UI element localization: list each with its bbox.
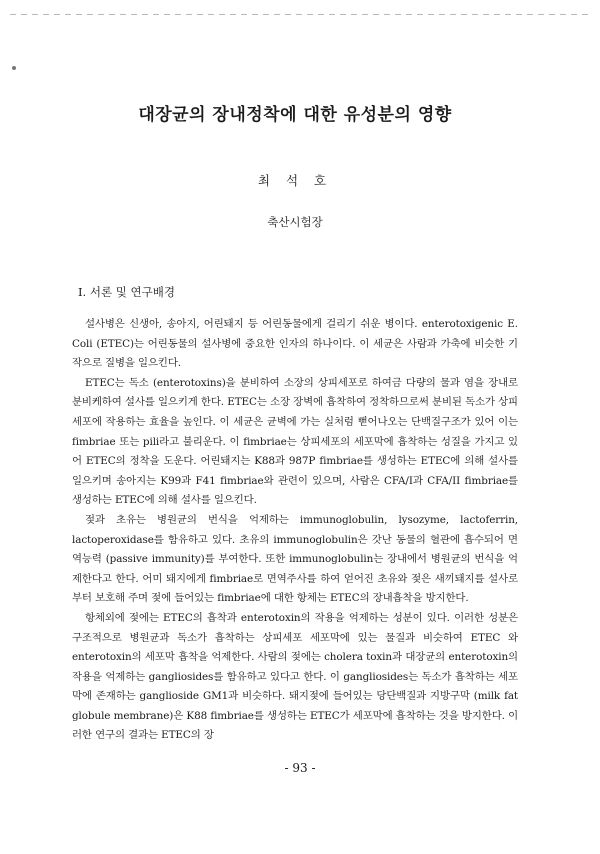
paragraph: 설사병은 신생아, 송아지, 어린돼지 등 어린동물에게 걸리기 쉬운 병이다. enterotoxigenic E. Coli (ETEC)는 어린동물의 설사병에 중요한 인자의 하나이다. 이 세균은 사람과 가축에 비슷한 기작으로 질병을 일으킨다. <box>72 318 518 370</box>
author-name: 최 석 호 <box>257 173 333 188</box>
author-affiliation: 축산시험장 <box>267 215 323 229</box>
paragraph: 젖과 초유는 병원균의 번식을 억제하는 immunoglobulin, lysozyme, lactoferrin, lactoperoxidase를 함유하고 있다. 초유의 immunoglobulin은 갓난 동물의 혈관에 흡수되어 면역능력 (passive immunity)를 부여한다. 또한 immunoglobulin는 장내에서 병원균의 번식을 억제한다고 한다. 어미 돼지에게 fimbriae로 면역주사를 하여 얻어진 초유와 젖은 새끼돼지를 설사로 부터 보호해 주며 젖에 들어있는 fimbriae에 대한 항체는 ETEC의 장내흡착을 방지한다. <box>72 513 518 605</box>
page-title: 대장균의 장내정착에 대한 유성분의 영향 <box>138 105 452 125</box>
paragraph: 항체외에 젖에는 ETEC의 흡착과 enterotoxin의 작용을 억제하는 성분이 있다. 이러한 성분은 구조적으로 병원균과 독소가 흡착하는 상피세포 세포막에 있는 물질과 비슷하여 ETEC 와 enterotoxin의 세포막 흡착을 억제한다. 사람의 젖에는 cholera toxin과 대장균의 enterotoxin의 작용을 억제하는 gangliosides를 함유하고 있다고 한다. 이 gangliosides는 독소가 흡착하는 세포막에 존재하는 ganglioside GM1과 비슷하다. 돼지젖에 들어있는 당단백질과 지방구막 (milk fat globule membrane)은 K88 fimbriae를 생성하는 ETEC가 세포막에 흡착하는 것을 방지한다. 이러한 연구의 결과는 ETEC의 장 <box>72 611 518 742</box>
paragraph: ETEC는 독소 (enterotoxins)을 분비하여 소장의 상피세포로 하여금 다량의 물과 염을 장내로 분비케하여 설사를 일으키게 한다. ETEC는 소장 장벽에 흡착하여 정착하므로써 분비된 독소가 상피세포에 작용하는 효율을 높인다. 이 세균은 균벽에 가는 실처럼 뻗어나오는 단백질구조가 있어 이는 fimbriae 또는 pili라고 불리운다. 이 fimbriae는 상피세포의 세포막에 흡착하는 성질을 가지고 있어 ETEC의 정착을 도운다. 어린돼지는 K88과 987P fimbriae를 생성하는 ETEC에 의해 설사를 일으키며 송아지는 K99과 F41 fimbriae와 관련이 있으며, 사람은 CFA/I과 CFA/II fimbriae를 생성하는 ETEC에 의해 설사를 일으킨다. <box>72 376 518 507</box>
scan-edge-line <box>10 14 590 15</box>
document-page <box>72 100 518 746</box>
page-number: - 93 - <box>284 761 316 775</box>
body-text <box>72 315 518 746</box>
scan-speck <box>12 66 16 70</box>
section-heading: Ⅰ. 서론 및 연구배경 <box>78 285 175 299</box>
